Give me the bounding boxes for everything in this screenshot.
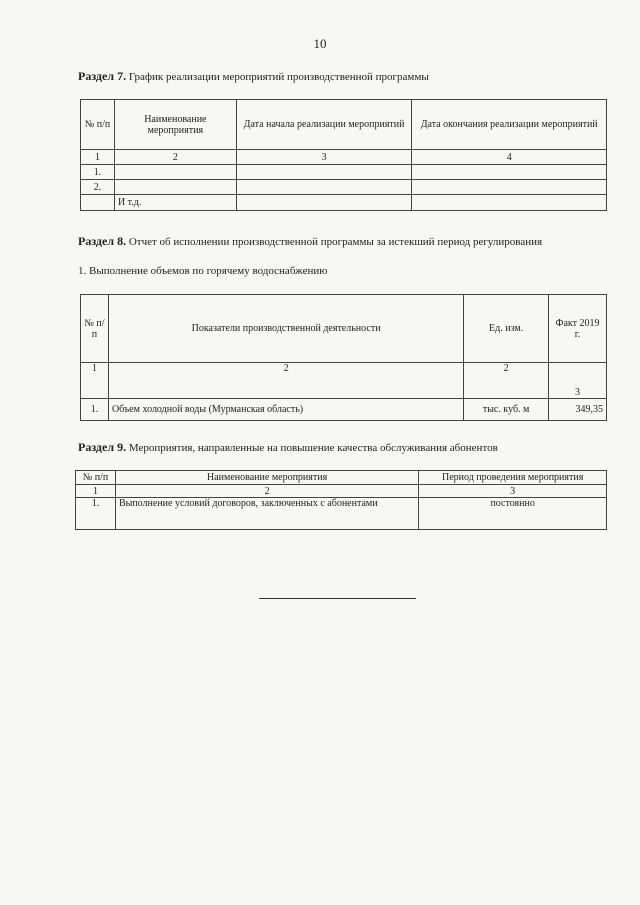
index-cell: 2 [464,363,549,399]
table-cell [236,195,412,211]
section9-title: Мероприятия, направленные на повышение качества обслуживания абонентов [128,442,498,454]
section8-index-row [81,363,607,399]
section8-header-cell: Ед. изм. [464,295,549,363]
section9-heading [78,440,498,455]
table-row [81,399,607,421]
row-number-cell: 2. [81,180,115,195]
row-number-cell: 1. [76,498,116,530]
table-cell [412,165,607,180]
period-cell: постоянно [419,498,607,530]
activity-cell: Выполнение условий договоров, заключенных с абонентами [115,498,418,530]
section7-header-cell: № п/п [81,100,115,150]
section9-header-row [76,471,607,485]
signature-line [259,598,416,599]
index-cell: 1 [76,485,116,498]
index-cell: 4 [412,150,607,165]
section9-number: Раздел 9. [78,440,127,454]
section7-header-cell: Дата начала реализации мероприятий [236,100,412,150]
section7-index-row [81,150,607,165]
indicator-cell: Объем холодной воды (Мурманская область) [108,399,463,421]
section7-heading [78,69,429,84]
table-row [81,180,607,195]
section9-header-cell: № п/п [76,471,116,485]
section9-index-row [76,485,607,498]
section7-header-row [81,100,607,150]
index-cell: 2 [108,363,463,399]
table-cell [412,195,607,211]
index-cell: 3 [419,485,607,498]
section9-table [75,470,607,530]
index-cell: 1 [81,363,109,399]
row-number-cell: 1. [81,165,115,180]
etc-cell: И т.д. [114,195,236,211]
section7-header-cell: Дата окончания реализации мероприятий [412,100,607,150]
table-cell [114,165,236,180]
section7-number: Раздел 7. [78,69,127,83]
index-cell: 1 [81,150,115,165]
fact-value-cell: 349,35 [549,399,607,421]
section8-table [80,294,607,421]
section8-header-row [81,295,607,363]
section9-header-cell: Наименование мероприятия [115,471,418,485]
index-cell: 2 [114,150,236,165]
index-cell: 3 [236,150,412,165]
section7-table [80,99,607,211]
section9-header-cell: Период проведения мероприятия [419,471,607,485]
section8-header-cell: Показатели производственной деятельности [108,295,463,363]
section8-heading [78,234,542,249]
section8-title: Отчет об исполнении производственной программы за истекший период регулирования [128,236,543,248]
unit-cell: тыс. куб. м [464,399,549,421]
table-row [81,195,607,211]
row-number-cell [81,195,115,211]
section8-number: Раздел 8. [78,234,127,248]
section7-header-cell: Наименование мероприятия [114,100,236,150]
index-cell: 3 [549,363,607,399]
section8-subtitle: 1. Выполнение объемов по горячему водоснабжению [78,265,328,277]
table-cell [114,180,236,195]
section7-title: График реализации мероприятий производственной программы [128,71,429,83]
row-number-cell: 1. [81,399,109,421]
table-cell [412,180,607,195]
page-number: 10 [313,36,327,51]
section8-header-cell: Факт 2019 г. [549,295,607,363]
table-cell [236,180,412,195]
index-cell: 2 [115,485,418,498]
table-cell [236,165,412,180]
section8-header-cell: № п/п [81,295,109,363]
table-row [81,165,607,180]
table-row [76,498,607,530]
